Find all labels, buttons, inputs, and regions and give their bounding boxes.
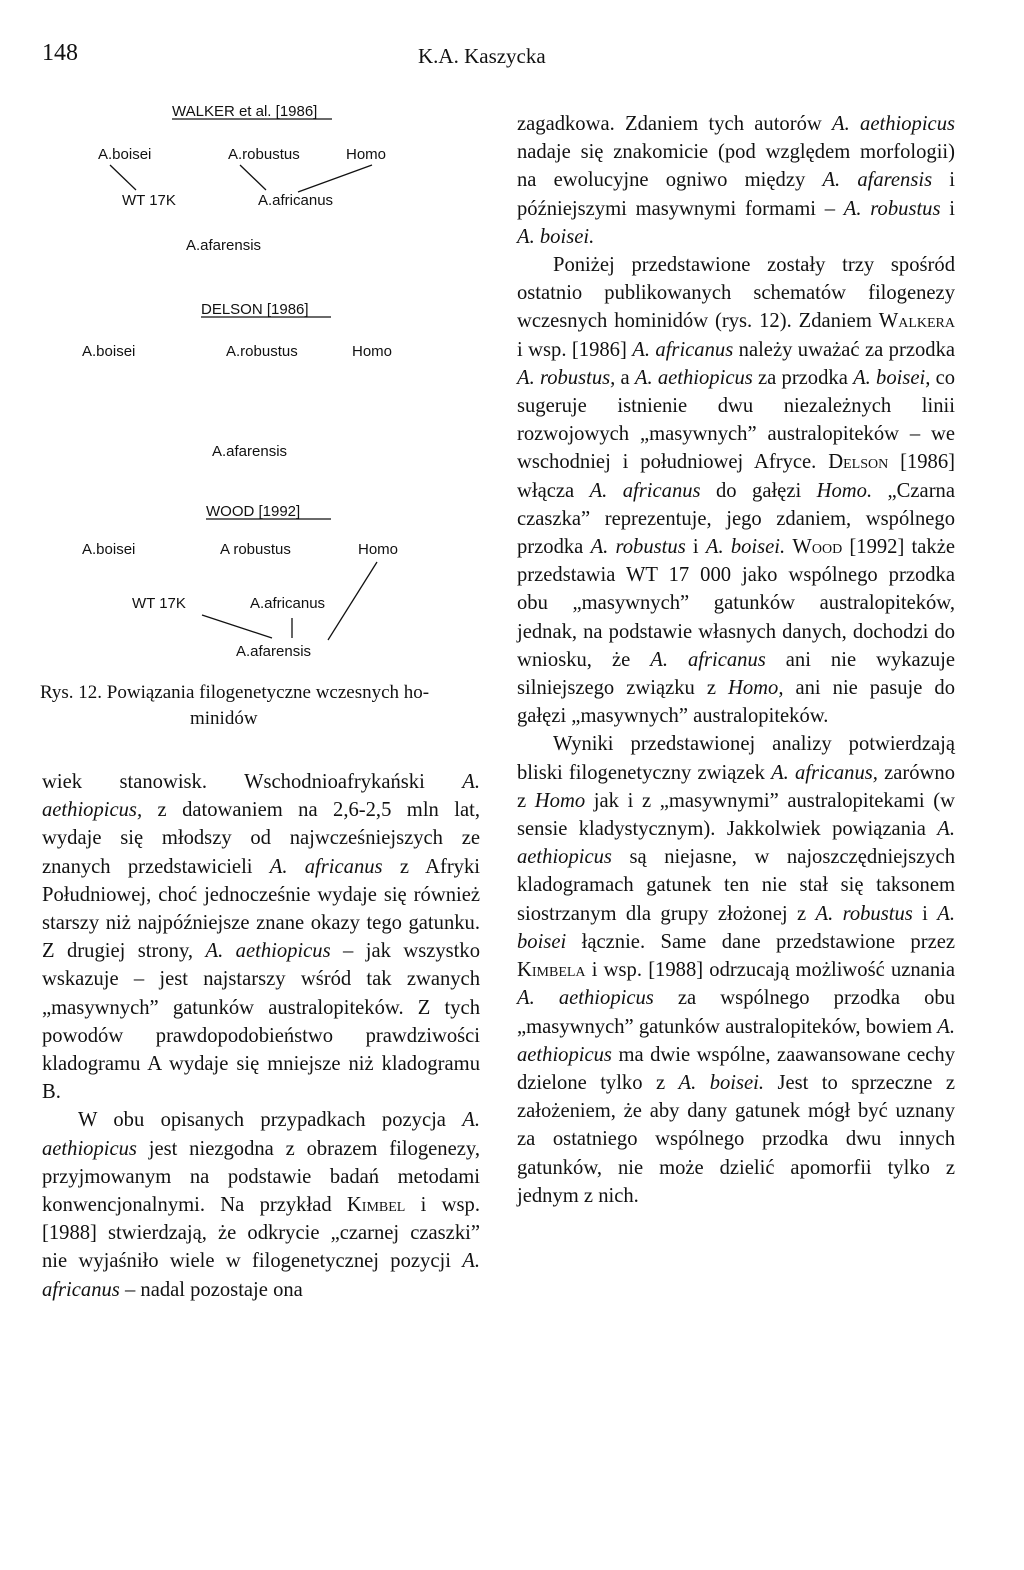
taxon-label: Homo <box>346 146 387 163</box>
taxon-label: A.africanus <box>258 192 334 209</box>
branch-line <box>202 615 272 638</box>
panel-title-delson: DELSON [1986] <box>201 301 309 318</box>
panel-title-walker: WALKER et al. [1986] <box>172 103 318 120</box>
paragraph: Wyniki przedstawionej analizy potwierdzają bliski filogenetyczny związek A. africanus, zarówno z Homo jak i z „masywnymi” australopitekami (w sensie kladystycznym). Jakkolwiek powiązania A. aethiopicus są niejasne, w najoszczędniejszych kladogramach gatunek ten nie stał się taksonem siostrzanym dla grupy złożonej z A. robustus i A. boisei łącznie. Same dane przedstawione przez Kimbela i wsp. [1988] odrzucają możliwość uznania A. aethiopicus za wspólnego przodka obu „masywnych” gatunków australopiteków, bowiem A. aethiopicus ma dwie wspólne, zaawansowane cechy dzielone tylko z A. boisei. Jest to sprzeczne z założeniem, że aby dany gatunek mógł być uznany za ostatniego wspólnego przodka dwu innych gatunków, nie może dzielić apomorfii tylko z jednym z nich. <box>517 733 955 1207</box>
caption-line: minidów <box>190 708 258 729</box>
branch-line <box>298 165 372 192</box>
taxon-label: Homo <box>358 541 399 558</box>
cladogram-diagrams <box>40 88 510 668</box>
taxon-label: A.boisei <box>82 541 136 558</box>
taxon-label: Homo <box>352 343 393 360</box>
caption-line: Rys. 12. Powiązania filogenetyczne wczesnych ho- <box>40 682 430 703</box>
figure-caption <box>40 680 490 732</box>
page-header <box>0 40 1024 80</box>
right-column <box>517 110 955 1210</box>
paragraph: Poniżej przedstawione zostały trzy spośród ostatnio publikowanych schematów filogenezy wczesnych hominidów (rys. 12). Zdaniem Walkera i wsp. [1986] A. africanus należy uważać za przodka A. robustus, a A. aethiopicus za przodka A. boisei, co sugeruje istnienie dwu niezależnych linii rozwojowych „masywnych” australopiteków – we wschodniej i południowej Afryce. Delson [1986] włącza A. africanus do gałęzi Homo. „Czarna czaszka” reprezentuje, jego zdaniem, wspólnego przodka A. robustus i A. boisei. Wood [1992] także przedstawia WT 17 000 jako wspólnego przodka obu „masywnych” gatunków australopiteków, jednak, na podstawie własnych danych, dochodzi do wniosku, że A. africanus ani nie wykazuje silniejszego związku z Homo, ani nie pasuje do gałęzi „masywnych” australopiteków. <box>517 254 956 728</box>
taxon-label: A.boisei <box>82 343 136 360</box>
taxon-label: A.afarensis <box>212 443 288 460</box>
taxon-label: A.afarensis <box>236 643 312 660</box>
taxon-label: A robustus <box>220 541 291 558</box>
branch-line <box>328 562 377 640</box>
taxon-label: A.boisei <box>98 146 152 163</box>
taxon-label: A.africanus <box>250 595 326 612</box>
left-column <box>42 768 480 1304</box>
taxon-label: A.afarensis <box>186 237 262 254</box>
branch-line <box>110 165 136 190</box>
paragraph: zagadkowa. Zdaniem tych autorów A. aethiopicus nadaje się znakomicie (pod względem morfologii) na ewolucyjne ogniwo między A. afarensis i późniejszymi masywnymi formami – A. robustus i A. boisei. <box>517 113 956 248</box>
taxon-label: A.robustus <box>228 146 300 163</box>
taxon-label: A.robustus <box>226 343 298 360</box>
page-number: 148 <box>42 40 78 66</box>
taxon-label: WT 17K <box>122 192 176 209</box>
panel-title-wood: WOOD [1992] <box>206 503 301 520</box>
taxon-label: WT 17K <box>132 595 186 612</box>
branch-line <box>240 165 266 190</box>
running-head: K.A. Kaszycka <box>418 44 546 68</box>
paragraph: W obu opisanych przypadkach pozycja A. aethiopicus jest niezgodna z obrazem filogenezy, przyjmowanym na podstawie badań metodami konwencjonalnymi. Na przykład Kimbel i wsp. [1988] stwierdzają, że odkrycie „czarnej czaszki” nie wyjaśniło wiele w filogenetycznej pozycji A. africanus – nadal pozostaje ona <box>42 1109 480 1301</box>
figure-phylogeny <box>40 88 510 748</box>
paragraph: wiek stanowisk. Wschodnioafrykański A. aethiopicus, z datowaniem na 2,6-2,5 mln lat, wydaje się młodszy od najwcześniejszych ze znanych przedstawicieli A. africanus z Afryki Południowej, choć jednocześnie wydaje się również starszy niż najpóźniejsze znane okazy tego gatunku. Z drugiej strony, A. aethiopicus – jak wszystko wskazuje – jest najstarszy wśród tak zwanych „masywnych” gatunków australopiteków. Z tych powodów prawdopodobieństwo prawdziwości kladogramu A wydaje się mniejsze niż kladogramu B. <box>42 771 481 1104</box>
